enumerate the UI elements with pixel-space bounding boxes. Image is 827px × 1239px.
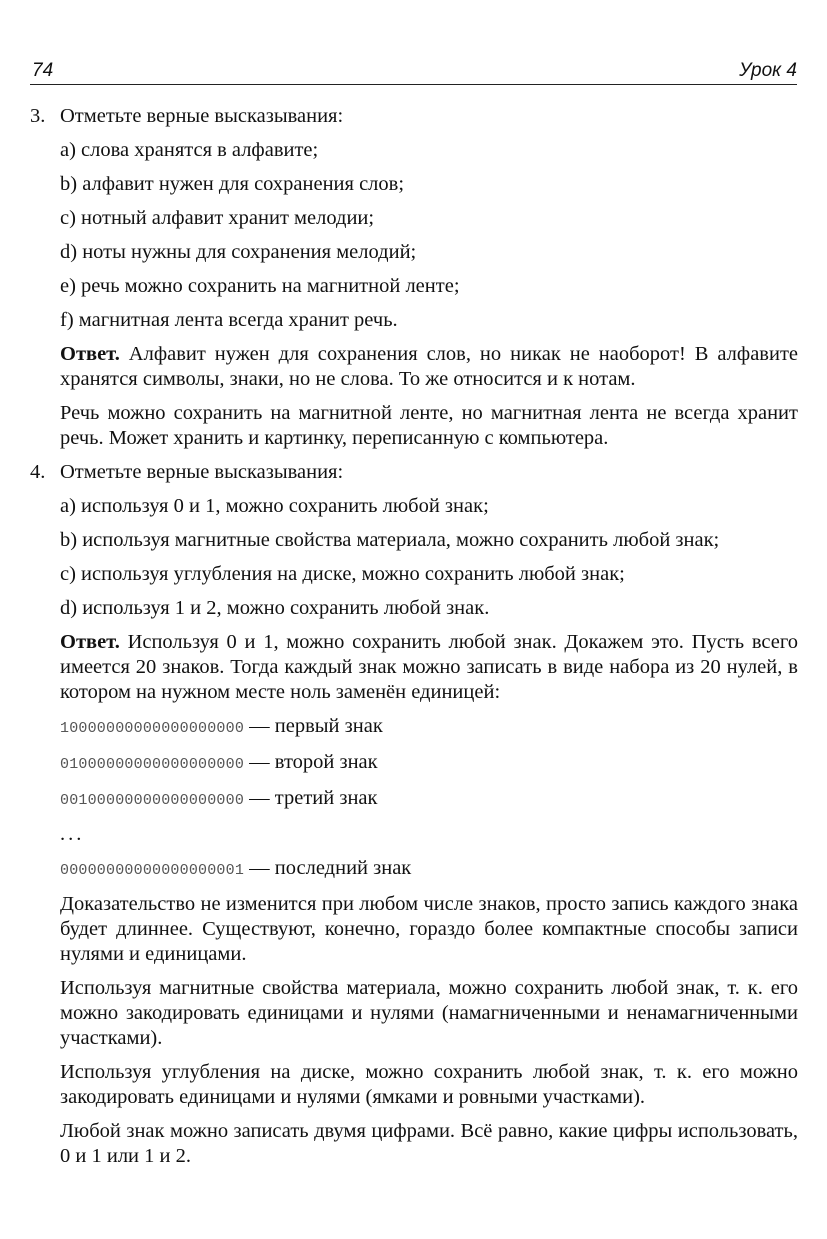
option-a: a) слова хранятся в алфавите; [60, 139, 319, 161]
binary-code: 01000000000000000000 [60, 756, 245, 773]
option-f: f) магнитная лента всегда хранит речь. [60, 309, 398, 331]
question-4 [30, 460, 798, 485]
option-c: c) нотный алфавит хранит мелодии; [60, 207, 375, 229]
option-b: b) используя магнитные свойства материала, можно сохранить любой знак; [60, 529, 720, 551]
code-description: — первый знак [244, 715, 383, 737]
question-number: 3. [30, 105, 46, 127]
binary-code: 10000000000000000000 [60, 720, 245, 737]
code-description: — второй знак [244, 751, 378, 773]
page-header [30, 56, 797, 85]
explanation-paragraph: Речь можно сохранить на магнитной ленте, но магнитная лента не всегда хранит речь. Может хранить и картинку, переписанную с компьютера. [60, 402, 798, 449]
explanation-paragraph: Доказательство не изменится при любом числе знаков, просто запись каждого знака будет длиннее. Существуют, конечно, гораздо более компактные способы записи нулями и единицами. [60, 893, 798, 965]
option-d: d) ноты нужны для сохранения мелодий; [60, 241, 417, 263]
question-number: 4. [30, 461, 46, 483]
ellipsis: ... [60, 823, 85, 845]
option-a: a) используя 0 и 1, можно сохранить любой знак; [60, 495, 489, 517]
option-d: d) используя 1 и 2, можно сохранить любой знак. [60, 597, 490, 619]
code-line [60, 856, 798, 883]
code-description: — третий знак [244, 787, 378, 809]
explanation-paragraph: Используя углубления на диске, можно сохранить любой знак, т. к. его можно закодировать единицами и нулями (ямками и ровными участками). [60, 1061, 798, 1108]
code-line [60, 714, 798, 741]
option-b: b) алфавит нужен для сохранения слов; [60, 173, 405, 195]
option-e: e) речь можно сохранить на магнитной ленте; [60, 275, 460, 297]
question-text: Отметьте верные высказывания: [60, 461, 344, 483]
explanation-paragraph: Любой знак можно записать двумя цифрами. Всё равно, какие цифры использовать, 0 и 1 или 1 и 2. [60, 1120, 798, 1167]
page-number: 74 [32, 60, 54, 81]
chapter-title: Урок 4 [739, 60, 797, 81]
answer-text: Алфавит нужен для сохранения слов, но никак не наоборот! В алфавите хранятся символы, знаки, но не слова. То же относится и к нотам. [60, 343, 798, 390]
code-line [60, 750, 798, 777]
answer-paragraph [60, 342, 798, 392]
answer-label: Ответ. [60, 631, 120, 653]
page-content [30, 104, 798, 1178]
code-description: — последний знак [244, 857, 412, 879]
answer-text: Используя 0 и 1, можно сохранить любой знак. Докажем это. Пусть всего имеется 20 знаков. Тогда каждый знак можно записать в виде набора из 20 нулей, в котором на нужном месте ноль заменён единицей: [60, 631, 798, 703]
binary-code: 00000000000000000001 [60, 862, 245, 879]
explanation-paragraph: Используя магнитные свойства материала, можно сохранить любой знак, т. к. его можно закодировать единицами и нулями (намагниченными и ненамагниченными участками). [60, 977, 798, 1049]
option-c: c) используя углубления на диске, можно сохранить любой знак; [60, 563, 625, 585]
code-line [60, 786, 798, 813]
question-text: Отметьте верные высказывания: [60, 105, 344, 127]
answer-paragraph [60, 630, 798, 705]
question-3 [30, 104, 798, 129]
answer-label: Ответ. [60, 343, 120, 365]
binary-code: 00100000000000000000 [60, 792, 245, 809]
